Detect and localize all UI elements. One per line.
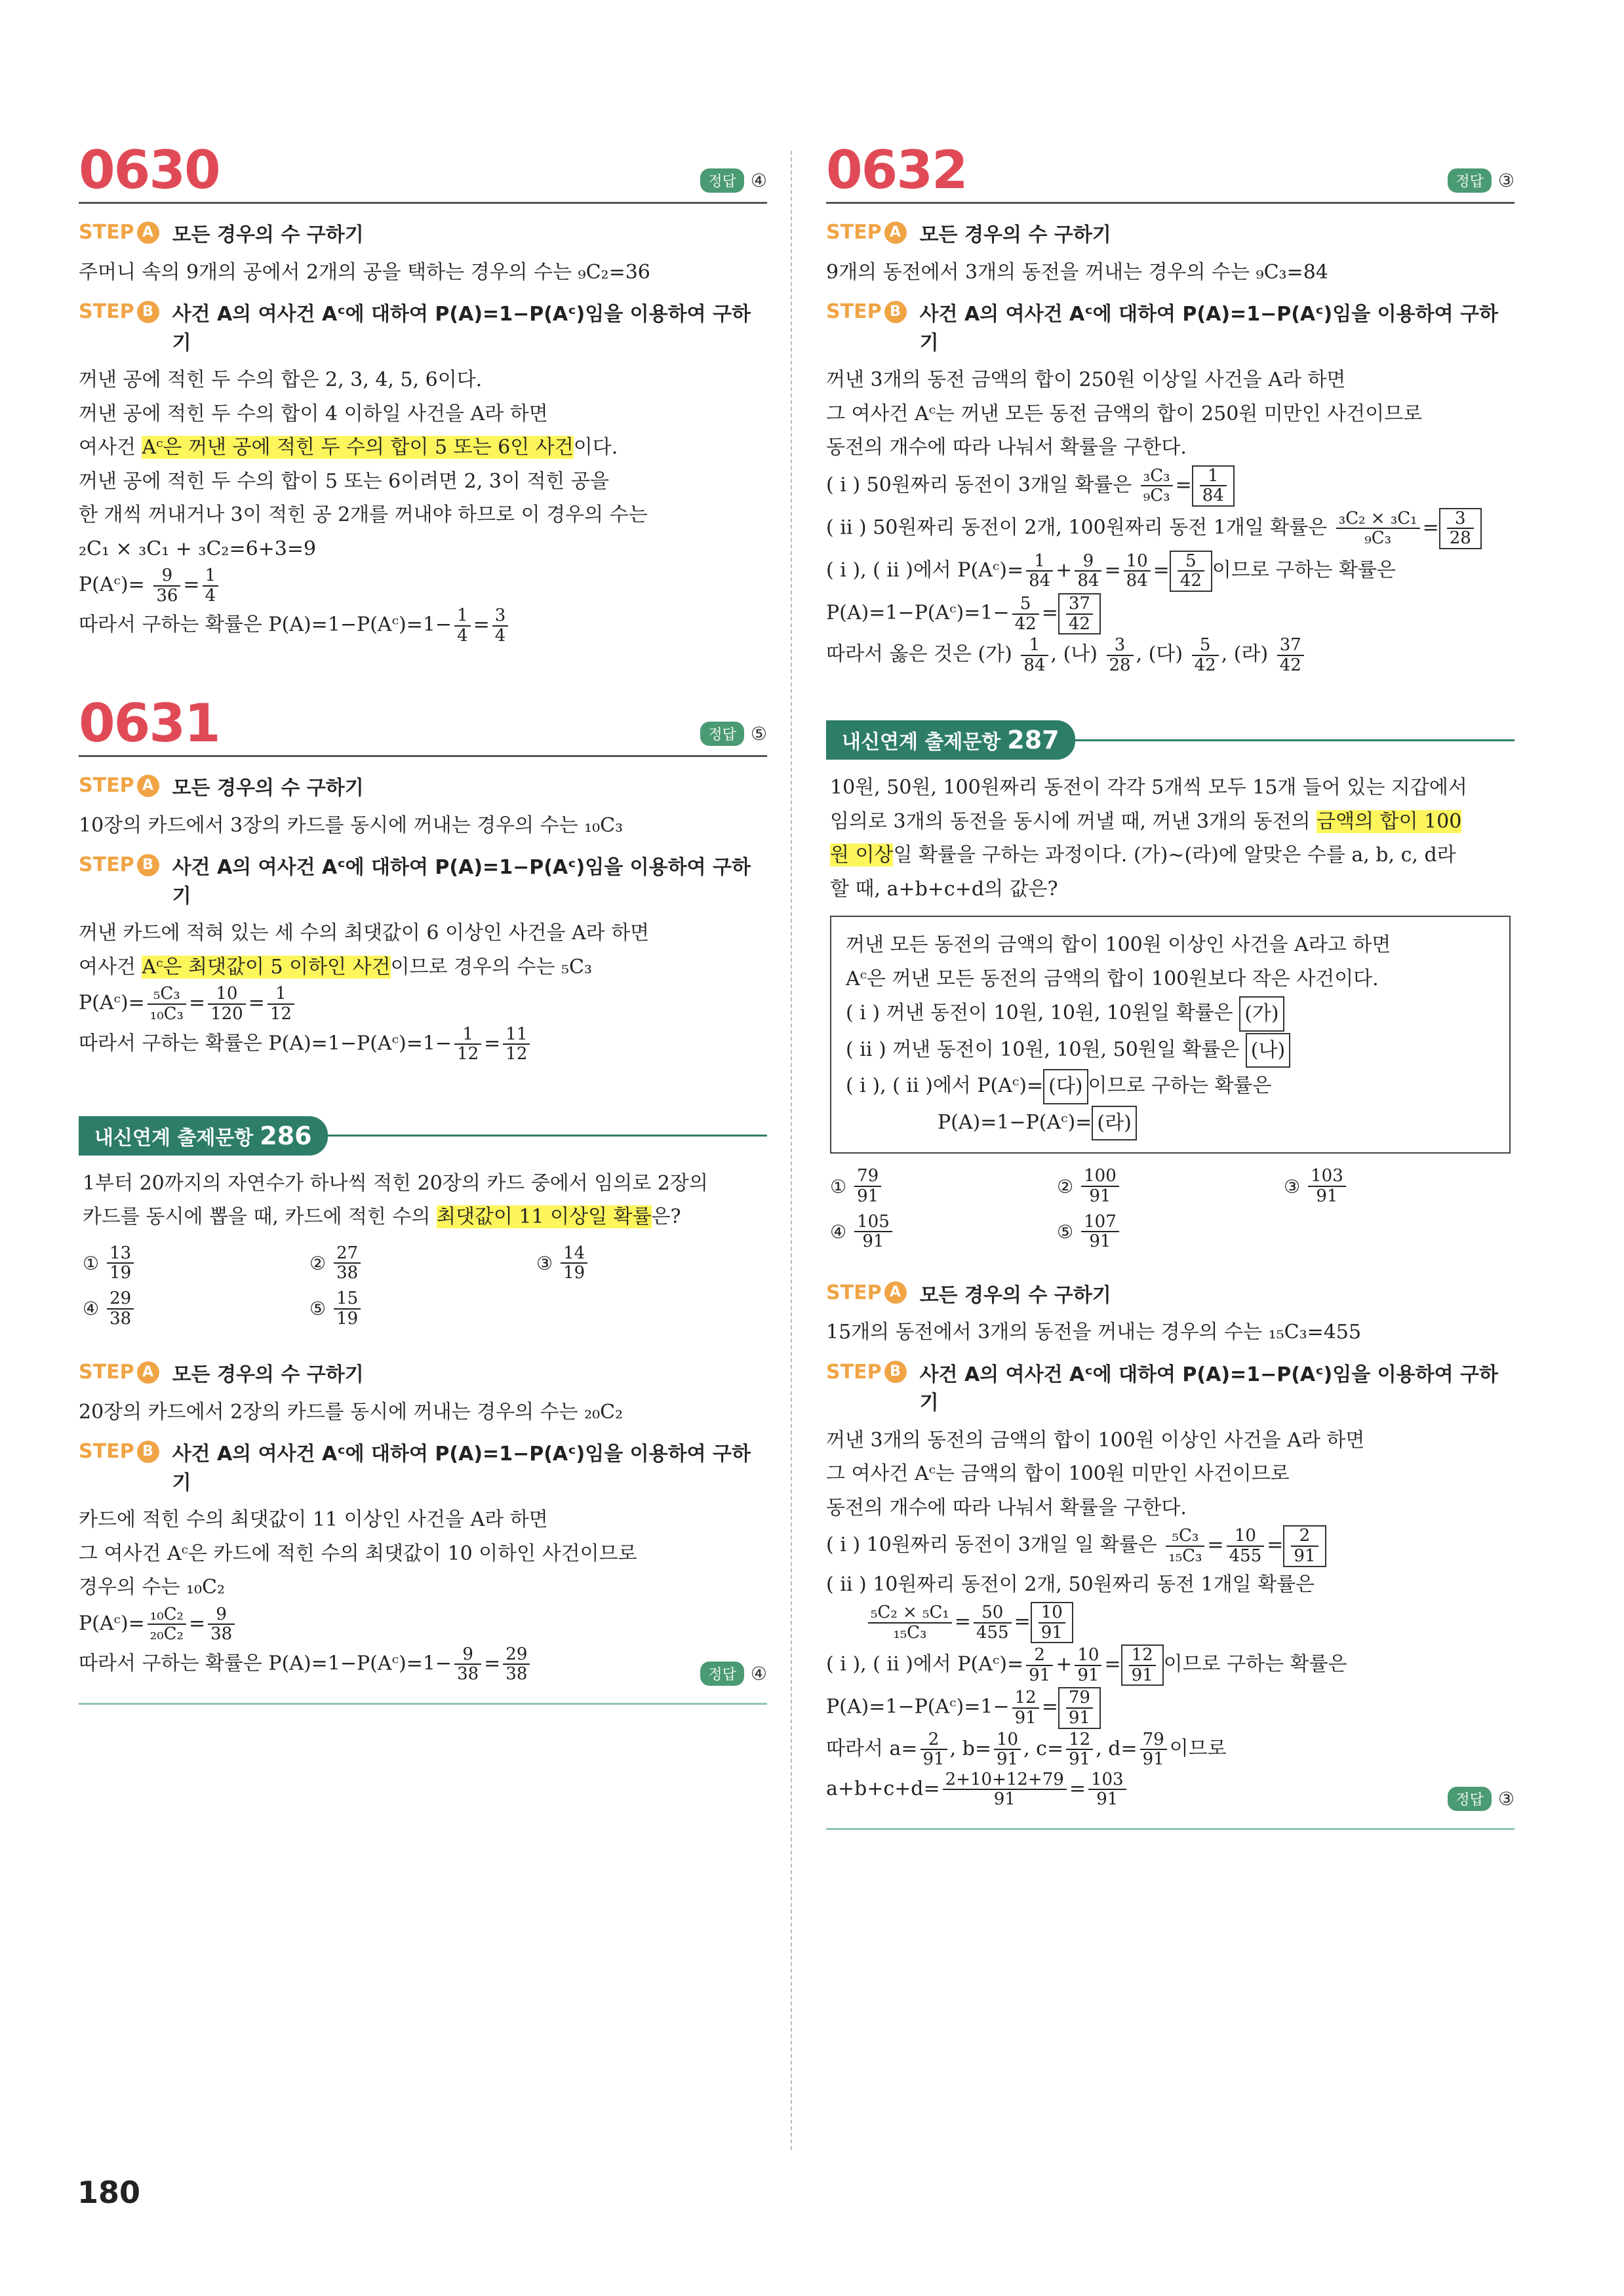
step-b <box>79 853 767 910</box>
problem-0631 <box>79 693 767 1064</box>
answer-choice: ④ <box>750 1663 767 1684</box>
linked-problem-286 <box>79 1116 767 1705</box>
solution-line: a+b+c+d= $\frac{2+10+12+79}{91}$ = $\frac{103}{91}$ <box>826 1770 1515 1809</box>
solution-line: 꺼낸 3개의 동전의 금액의 합이 100원 이상인 사건을 A라 하면 <box>826 1428 1365 1452</box>
solution-line: 주머니 속의 9개의 공에서 2개의 공을 택하는 경우의 수는 ₉C₂=36 <box>79 260 650 284</box>
solution-line: 그 여사건 Aᶜ은 카드에 적힌 수의 최댓값이 10 이하인 사건이므로 <box>79 1542 637 1565</box>
fraction: $\frac{10}{84}$ <box>1124 552 1151 591</box>
choice[interactable]: ② $\frac{27}{38}$ <box>309 1244 536 1283</box>
step-b <box>79 300 767 357</box>
fraction: $\frac{3}{4}$ <box>492 606 509 645</box>
step-title: 사건 A의 여사건 Aᶜ에 대하여 P(A)=1−P(Aᶜ)임을 이용하여 구하기 <box>172 303 751 355</box>
choices <box>83 1244 763 1328</box>
left-column <box>79 140 767 1705</box>
solution-line: 10장의 카드에서 3장의 카드를 동시에 꺼내는 경우의 수는 ₁₀C₃ <box>79 813 624 837</box>
proof-frame <box>830 916 1511 1154</box>
fraction: $\frac{\text{₃C₃}}{\text{₉C₃}}$ <box>1141 467 1173 505</box>
step-a <box>826 1281 1515 1310</box>
question-line: 1부터 20까지의 자연수가 하나씩 적힌 20장의 카드 중에서 임의로 2장의 <box>83 1171 708 1195</box>
solution-line: P(Aᶜ)= $\frac{\text{₁₀C₂}}{\text{₂₀C₂}}$ = $\frac{9}{38}$ <box>79 1605 767 1644</box>
problem-header <box>826 140 1515 204</box>
solution-line: 따라서 구하는 확률은 P(A)=1−P(Aᶜ)=1− $\frac{1}{4}$ = $\frac{3}{4}$ <box>79 606 767 645</box>
fraction: $\frac{1}{4}$ <box>454 606 471 645</box>
fraction: $\frac{11}{12}$ <box>503 1025 530 1064</box>
blank-box: (다) <box>1043 1069 1088 1104</box>
problem-0630 <box>79 140 767 646</box>
blank-box: (가) <box>1239 996 1284 1032</box>
answer-choice: ③ <box>1497 1787 1515 1810</box>
step-a <box>826 221 1515 250</box>
solution-line: ( ii ) 10원짜리 동전이 2개, 50원짜리 동전 1개일 확률은 <box>826 1572 1315 1596</box>
solution-line: ( i ) 50원짜리 동전이 3개일 확률은 $\frac{\text{₃C₃}}{\text{₉C₃}}$ = $\frac{1}{84}$ <box>826 465 1515 507</box>
solution-line: 그 여사건 Aᶜ는 꺼낸 모든 동전 금액의 합이 250원 미만인 사건이므로 <box>826 402 1423 425</box>
fraction: $\frac{\text{₅C₃}}{\text{₁₀C₃}}$ <box>148 984 186 1023</box>
answer-label <box>700 168 767 193</box>
choices <box>830 1167 1511 1251</box>
answer-choice: ④ <box>750 170 767 191</box>
solution-line: 카드에 적힌 수의 최댓값이 11 이상인 사건을 A라 하면 <box>79 1508 548 1532</box>
frame-line: Aᶜ은 꺼낸 모든 동전의 금액의 합이 100원보다 작은 사건이다. <box>846 967 1379 990</box>
solution-line: P(Aᶜ)= $\frac{\text{₅C₃}}{\text{₁₀C₃}}$ = $\frac{10}{120}$ = $\frac{1}{12}$ <box>79 984 767 1023</box>
question-line: 임의로 3개의 동전을 동시에 꺼낼 때, 꺼낸 3개의 동전의 금액의 합이 100 <box>830 809 1462 833</box>
solution-line: 따라서 구하는 확률은 P(A)=1−P(Aᶜ)=1− $\frac{9}{38}$ = $\frac{29}{38}$ <box>79 1645 767 1684</box>
fraction: $\frac{\text{₃C₂ × ₃C₁}}{\text{₉C₃}}$ <box>1336 509 1420 548</box>
fraction: $\frac{1}{4}$ <box>203 566 219 605</box>
answer-label <box>1448 168 1515 193</box>
linked-tag: 내신연계 출제문항 286 <box>79 1116 328 1156</box>
step-title: 모든 경우의 수 구하기 <box>919 224 1111 246</box>
step-a <box>79 1361 767 1390</box>
solution-line: 꺼낸 3개의 동전 금액의 합이 250원 이상일 사건을 A라 하면 <box>826 368 1346 391</box>
solution-line: 꺼낸 공에 적힌 두 수의 합이 5 또는 6이려면 2, 3이 적힌 공을 <box>79 469 609 493</box>
frame-line: ( ii ) 꺼낸 동전이 10원, 10원, 50원일 확률은 (나) <box>846 1033 1495 1068</box>
highlight: 금액의 합이 100 <box>1317 809 1462 833</box>
answer-badge: 정답 <box>1448 168 1492 193</box>
fraction: $\frac{1}{12}$ <box>267 984 294 1023</box>
step-title: 모든 경우의 수 구하기 <box>919 1283 1111 1307</box>
step-b <box>826 1361 1515 1418</box>
answer-badge: 정답 <box>700 722 744 746</box>
solution-line: P(A)=1−P(Aᶜ)=1− $\frac{5}{42}$ = $\frac{37}{42}$ <box>826 593 1515 634</box>
choice[interactable]: ③ $\frac{14}{19}$ <box>536 1244 763 1283</box>
step-a <box>79 774 767 803</box>
problem-number: 0631 <box>79 693 220 754</box>
solution-line: 9개의 동전에서 3개의 동전을 꺼내는 경우의 수는 ₉C₃=84 <box>826 260 1328 284</box>
fraction: $\frac{9}{84}$ <box>1075 552 1101 591</box>
choice[interactable]: ① $\frac{13}{19}$ <box>83 1244 309 1283</box>
step-tag: STEP B <box>79 1440 159 1463</box>
choice[interactable]: ⑤ $\frac{107}{91}$ <box>1057 1213 1284 1251</box>
frame-line: P(A)=1−P(Aᶜ)= (라) <box>846 1106 1495 1141</box>
solution-line: 한 개씩 꺼내거나 3이 적힌 공 2개를 꺼내야 하므로 이 경우의 수는 <box>79 503 648 526</box>
step-b <box>79 1440 767 1497</box>
linked-problem-287 <box>826 720 1515 1830</box>
right-column <box>826 140 1515 1830</box>
fraction: $\frac{\text{₁₀C₂}}{\text{₂₀C₂}}$ <box>148 1605 186 1644</box>
solution-line: 여사건 Aᶜ은 꺼낸 공에 적힌 두 수의 합이 5 또는 6인 사건이다. <box>79 436 618 459</box>
fraction: $\frac{1}{12}$ <box>454 1025 481 1064</box>
fraction: $\frac{9}{38}$ <box>454 1645 481 1684</box>
solution-line: P(A)=1−P(Aᶜ)=1− $\frac{12}{91}$ = $\frac{79}{91}$ <box>826 1687 1515 1728</box>
problem-number: 0630 <box>79 140 220 201</box>
problem-header <box>79 693 767 757</box>
fraction: $\frac{1}{84}$ <box>1200 467 1227 505</box>
answer-badge: 정답 <box>1448 1787 1492 1811</box>
step-tag: STEP A <box>826 221 907 244</box>
step-title: 모든 경우의 수 구하기 <box>172 777 364 800</box>
answer-badge: 정답 <box>700 1662 744 1686</box>
fraction: $\frac{29}{38}$ <box>503 1645 530 1684</box>
step-tag: STEP A <box>79 774 159 797</box>
problem-number: 0632 <box>826 140 967 201</box>
question-line: 원 이상일 확률을 구하는 과정이다. (가)~(라)에 알맞은 수를 a, b, c, d라 <box>830 844 1456 867</box>
solution-line: 따라서 a= $\frac{2}{91}$ , b= $\frac{10}{91}$ , c= $\frac{12}{91}$ , d= $\frac{79}{91}$ 이므로 <box>826 1729 1227 1770</box>
solution-line: 20장의 카드에서 2장의 카드를 동시에 꺼내는 경우의 수는 ₂₀C₂ <box>79 1400 624 1424</box>
linked-header <box>826 720 1515 760</box>
step-title: 모든 경우의 수 구하기 <box>172 224 364 246</box>
step-title: 사건 A의 여사건 Aᶜ에 대하여 P(A)=1−P(Aᶜ)임을 이용하여 구하기 <box>172 856 751 908</box>
fraction: $\frac{1}{84}$ <box>1026 552 1053 591</box>
fraction: $\frac{10}{120}$ <box>208 984 246 1023</box>
step-title: 사건 A의 여사건 Aᶜ에 대하여 P(A)=1−P(Aᶜ)임을 이용하여 구하기 <box>919 1363 1498 1415</box>
fraction: $\frac{3}{28}$ <box>1447 509 1474 548</box>
step-a <box>79 221 767 250</box>
frame-line: ( i ), ( ii )에서 P(Aᶜ)= (다) 이므로 구하는 확률은 <box>846 1069 1495 1104</box>
fraction: $\frac{5}{42}$ <box>1178 552 1204 591</box>
blank-box: (나) <box>1246 1033 1290 1068</box>
step-b <box>826 300 1515 357</box>
solution-line: ( i ) 10원짜리 동전이 3개일 일 확률은 $\frac{\text{₅C₃}}{\text{₁₅C₃}}$ = $\frac{10}{455}$ = $\frac{2}{91}$ <box>826 1525 1515 1566</box>
solution-line: ( i ), ( ii )에서 P(Aᶜ)= $\frac{2}{91}$ + $\frac{10}{91}$ = $\frac{12}{91}$ 이므로 구하는 확률은 <box>826 1645 1347 1685</box>
choice[interactable]: ④ $\frac{29}{38}$ <box>83 1289 309 1328</box>
fraction: $\frac{9}{38}$ <box>208 1605 235 1644</box>
step-title: 사건 A의 여사건 Aᶜ에 대하여 P(A)=1−P(Aᶜ)임을 이용하여 구하기 <box>172 1443 751 1494</box>
solution-line: 꺼낸 공에 적힌 두 수의 합은 2, 3, 4, 5, 6이다. <box>79 368 483 391</box>
question-line: 카드를 동시에 뽑을 때, 카드에 적힌 수의 최댓값이 11 이상일 확률은? <box>83 1205 681 1229</box>
step-tag: STEP B <box>79 300 159 323</box>
step-tag: STEP B <box>826 300 907 323</box>
page-number: 180 <box>77 2175 141 2210</box>
solution-line: ₂C₁ × ₃C₁ + ₃C₂=6+3=9 <box>79 537 317 560</box>
column-divider <box>791 151 792 2150</box>
solution-line: 따라서 옳은 것은 (가) $\frac{1}{84}$ , (나) $\frac{3}{28}$ , (다) $\frac{5}{42}$ , (라) $\frac{37}{42}$ <box>826 636 1515 674</box>
answer-choice: ⑤ <box>750 723 767 745</box>
step-title: 모든 경우의 수 구하기 <box>172 1363 364 1387</box>
choice[interactable]: ② $\frac{100}{91}$ <box>1057 1167 1284 1205</box>
choice[interactable]: ⑤ $\frac{15}{19}$ <box>309 1289 536 1328</box>
frame-line: ( i ) 꺼낸 동전이 10원, 10원, 10원일 확률은 (가) <box>846 996 1495 1032</box>
highlight: Aᶜ은 최댓값이 5 이하인 사건 <box>142 955 391 979</box>
fraction: $\frac{37}{42}$ <box>1066 594 1093 633</box>
step-tag: STEP A <box>79 1361 159 1384</box>
frame-line: 꺼낸 모든 동전의 금액의 합이 100원 이상인 사건을 A라고 하면 <box>846 933 1391 957</box>
answer-choice: ③ <box>1497 170 1515 191</box>
step-tag: STEP A <box>826 1281 907 1304</box>
linked-header <box>79 1116 767 1156</box>
linked-tag: 내신연계 출제문항 287 <box>826 720 1075 760</box>
section-end-rule <box>79 1703 767 1705</box>
solution-line: ( i ), ( ii )에서 P(Aᶜ)= $\frac{1}{84}$ + $\frac{9}{84}$ = $\frac{10}{84}$ = $\frac{5}{42}$ 이므로 구하는 확률은 <box>826 551 1396 591</box>
step-tag: STEP A <box>79 221 159 244</box>
question-line: 10원, 50원, 100원짜리 동전이 각각 5개씩 모두 15개 들어 있는 지갑에서 <box>830 776 1467 800</box>
solution-line: 꺼낸 공에 적힌 두 수의 합이 4 이하일 사건을 A라 하면 <box>79 402 548 425</box>
highlight: Aᶜ은 꺼낸 공에 적힌 두 수의 합이 5 또는 6인 사건 <box>142 436 574 459</box>
solution-line: 여사건 Aᶜ은 최댓값이 5 이하인 사건이므로 경우의 수는 ₅C₃ <box>79 955 593 979</box>
question-line: 할 때, a+b+c+d의 값은? <box>830 877 1058 901</box>
solution-line: 경우의 수는 ₁₀C₂ <box>79 1576 226 1599</box>
solution-line: 15개의 동전에서 3개의 동전을 꺼내는 경우의 수는 ₁₅C₃=455 <box>826 1321 1362 1344</box>
solution-line: 동전의 개수에 따라 나눠서 확률을 구한다. <box>826 1496 1187 1519</box>
problem-0632 <box>826 140 1515 675</box>
answer-badge: 정답 <box>700 168 744 193</box>
problem-header <box>79 140 767 204</box>
solution-line: P(Aᶜ)= $\frac{9}{36}$ = $\frac{1}{4}$ <box>79 566 767 605</box>
answer-label <box>700 722 767 746</box>
step-tag: STEP B <box>79 853 159 876</box>
fraction: $\frac{5}{42}$ <box>1012 594 1039 633</box>
solution-line: 따라서 구하는 확률은 P(A)=1−P(Aᶜ)=1− $\frac{1}{12}$ = $\frac{11}{12}$ <box>79 1025 767 1064</box>
step-tag: STEP B <box>826 1361 907 1384</box>
highlight: 최댓값이 11 이상일 확률 <box>436 1205 652 1229</box>
solution-line: ( ii ) 50원짜리 동전이 2개, 100원짜리 동전 1개일 확률은 $\frac{\text{₃C₂ × ₃C₁}}{\text{₉C₃}}$ = $\frac{3}{28}$ <box>826 508 1515 549</box>
choice[interactable]: ① $\frac{79}{91}$ <box>830 1167 1057 1205</box>
choice[interactable]: ④ $\frac{105}{91}$ <box>830 1213 1057 1251</box>
section-end-rule <box>826 1828 1515 1830</box>
fraction: $\frac{9}{36}$ <box>153 566 180 605</box>
solution-line: 그 여사건 Aᶜ는 금액의 합이 100원 미만인 사건이므로 <box>826 1462 1290 1486</box>
solution-line: 동전의 개수에 따라 나눠서 확률을 구한다. <box>826 436 1187 459</box>
choice[interactable]: ③ $\frac{103}{91}$ <box>1284 1167 1511 1205</box>
blank-box: (라) <box>1092 1106 1136 1141</box>
solution-line: $\frac{\text{₅C₂ × ₅C₁}}{\text{₁₅C₃}}$ = $\frac{50}{455}$ = $\frac{10}{91}$ <box>826 1602 1515 1643</box>
step-title: 사건 A의 여사건 Aᶜ에 대하여 P(A)=1−P(Aᶜ)임을 이용하여 구하기 <box>919 303 1498 355</box>
solution-line: 꺼낸 카드에 적혀 있는 세 수의 최댓값이 6 이상인 사건을 A라 하면 <box>79 922 650 945</box>
highlight: 원 이상 <box>830 844 894 867</box>
